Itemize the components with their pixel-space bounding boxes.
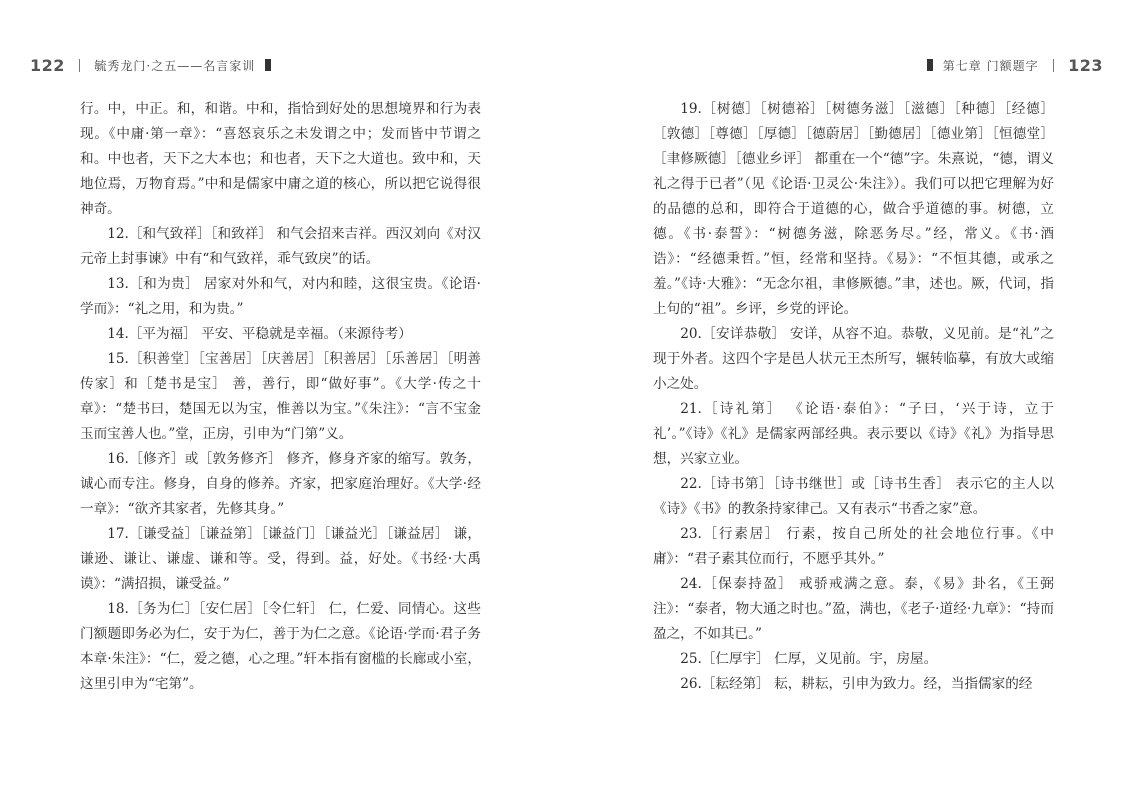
left-running-title: 毓秀龙门·之五——名言家训	[94, 58, 256, 73]
entry-paragraph: 25.［仁厚宇］ 仁厚，义见前。宇，房屋。	[680, 651, 938, 667]
right-running-title: 第七章 门额题字	[942, 58, 1039, 73]
entry-paragraph: 12.［和气致祥］［和致祥］ 和气会招来吉祥。西汉刘向《对汉元帝上封事谏》中有“和气致祥，乖气致戾”的话。	[80, 226, 481, 267]
header-marker-icon	[927, 59, 933, 71]
entry-paragraph: 19.［树德］［树德裕］［树德务滋］［滋德］［种德］［经德］［敦德］［尊德］［厚德］［德蔚居］［勤德居］［德业第］［恒德堂］［聿修厥德］［德业乡评］ 都重在一个“德”字。朱熹说，“德，谓义礼之得于已者”（见《论语·卫灵公·朱注》）。我们可以把它理解为好的品德的总和，即符合于道德的心，做合乎道德的事。树德，立德。《书·泰誓》：“树德务滋，除恶务尽。”经，常义。《书·酒诰》：“经德秉哲。”恒，经常和坚持。《易》：“不恒其德，或承之羞。”《诗·大雅》：“无念尔祖，聿修厥德。”聿，述也。厥，代词，指上句的“祖”。乡评，乡党的评论。	[653, 101, 1054, 317]
entry-paragraph: 20.［安详恭敬］ 安详，从容不迫。恭敬，义见前。是“礼”之现于外者。这四个字是邑人状元王杰所写，辗转临摹，有放大或缩小之处。	[653, 326, 1054, 392]
entry-paragraph: 23.［行素居］ 行素，按自己所处的社会地位行事。《中庸》：“君子素其位而行，不愿乎其外。”	[653, 526, 1054, 567]
header-marker-icon	[265, 59, 271, 71]
entry-paragraph: 17.［谦受益］［谦益第］［谦益门］［谦益光］［谦益居］ 谦，谦逊、谦让、谦虚、谦和等。受，得到。益，好处。《书经·大禹谟》：“满招损，谦受益。”	[80, 526, 481, 592]
entry-paragraph: 24.［保泰持盈］ 戒骄戒满之意。泰，《易》卦名，《王弼注》：“泰者，物大通之时也。”盈，满也，《老子·道经·九章》：“持而盈之，不如其已。”	[653, 576, 1054, 642]
entry-paragraph: 26.［耘经第］ 耘，耕耘，引申为致力。经，当指儒家的经	[680, 676, 1033, 692]
entry-paragraph: 13.［和为贵］ 居家对外和气，对内和睦，这很宝贵。《论语·学而》：“礼之用，和为贵。”	[80, 276, 481, 317]
header-divider	[1053, 59, 1055, 72]
header-divider	[79, 59, 81, 72]
right-page-number: 123	[1068, 55, 1103, 75]
entry-paragraph: 14.［平为福］ 平安、平稳就是幸福。（来源待考）	[107, 326, 412, 342]
right-page-header	[917, 52, 1103, 78]
entry-paragraph: 21.［诗礼第］ 《论语·泰伯》：“子曰，‘兴于诗，立于礼’。”《诗》《礼》是儒家两部经典。表示要以《诗》《礼》为指导思想，兴家立业。	[653, 401, 1054, 467]
left-page-header	[30, 52, 281, 78]
entry-paragraph: 16.［修齐］或［敦务修齐］ 修齐，修身齐家的缩写。敦务，诚心而专注。修身，自身的修养。齐家，把家庭治理好。《大学·经一章》：“欲齐其家者，先修其身。”	[80, 451, 481, 517]
left-page-body	[80, 97, 481, 697]
entry-paragraph: 15.［积善堂］［宝善居］［庆善居］［积善居］［乐善居］［明善传家］和［楚书是宝］ 善，善行，即“做好事”。《大学·传之十章》：“楚书曰，楚国无以为宝，惟善以为宝。”《朱注》：“言不宝金玉而宝善人也。”堂，正房，引申为“门第”义。	[80, 351, 481, 442]
right-page-body	[653, 97, 1054, 697]
left-page-number: 122	[30, 55, 65, 75]
entry-paragraph: 22.［诗书第］［诗书继世］或［诗书生香］ 表示它的主人以《诗》《书》的教条持家律己。又有表示“书香之家”意。	[653, 476, 1054, 517]
continued-paragraph: 行。中，中正。和，和谐。中和，指恰到好处的思想境界和行为表现。《中庸·第一章》：“喜怒哀乐之未发谓之中；发而皆中节谓之和。中也者，天下之大本也；和也者，天下之大道也。致中和，天地位焉，万物育焉。”中和是儒家中庸之道的核心，所以把它说得很神奇。	[80, 101, 481, 217]
entry-paragraph: 18.［务为仁］［安仁居］［令仁轩］ 仁，仁爱、同情心。这些门额题即务必为仁，安于为仁，善于为仁之意。《论语·学而·君子务本章·朱注》：“仁，爱之德，心之理。”轩本指有窗槛的长廊或小室，这里引申为“宅第”。	[80, 601, 481, 692]
